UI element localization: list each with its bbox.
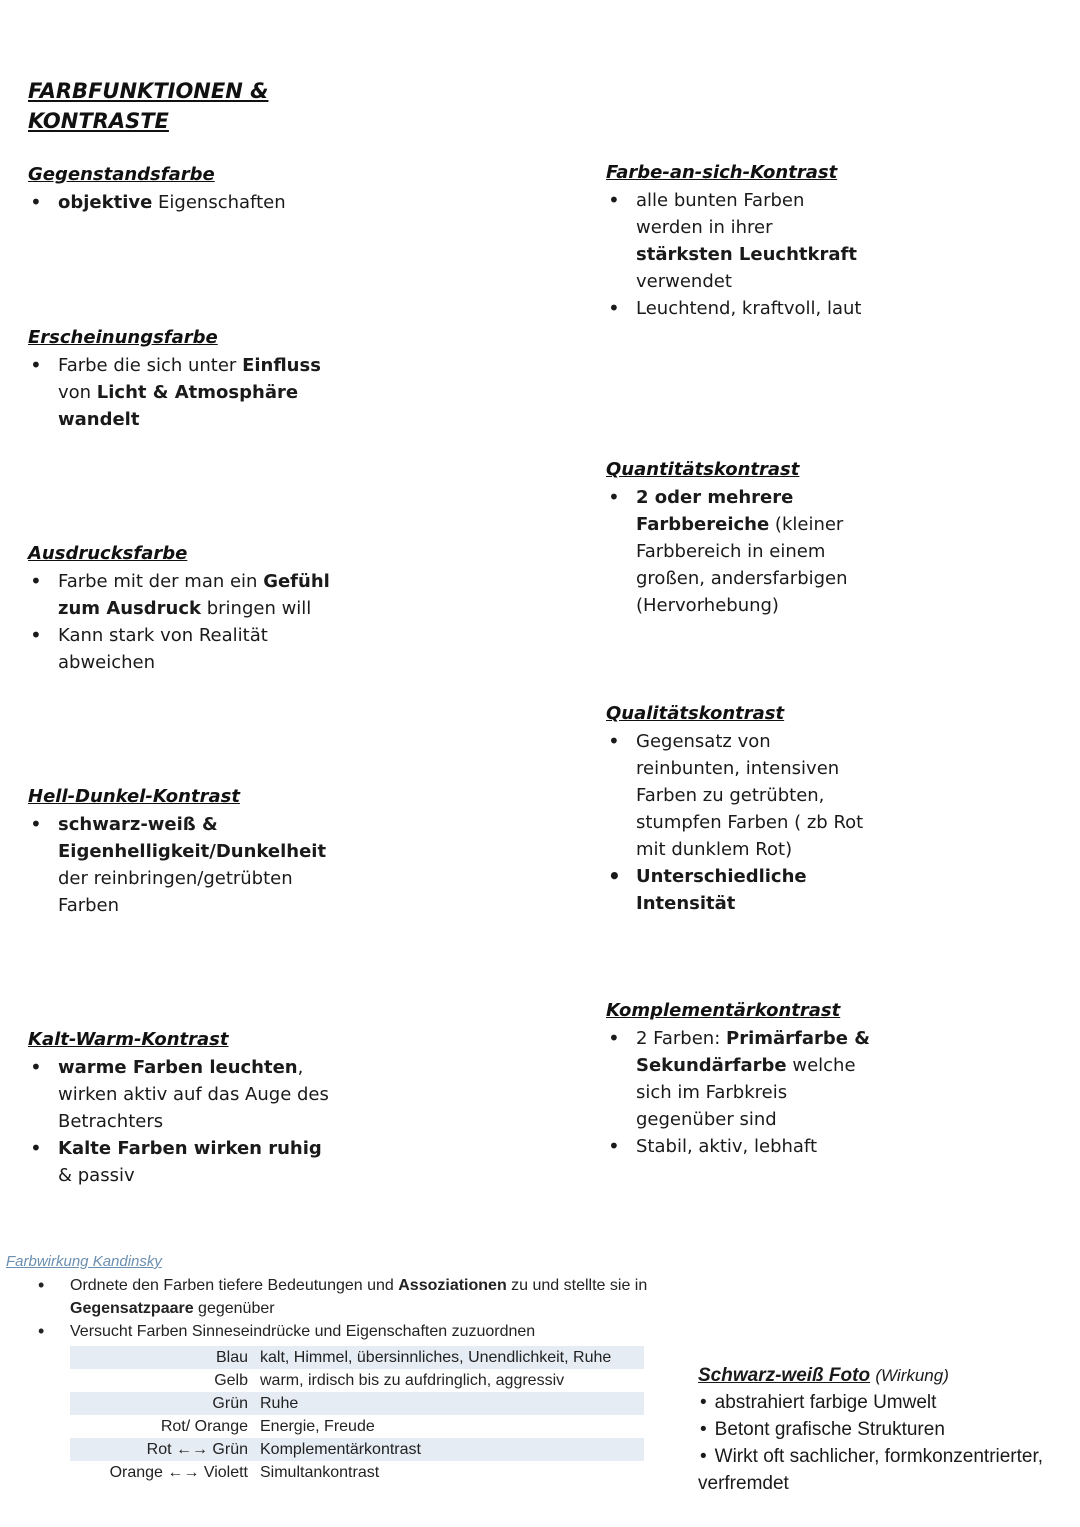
table-row: Rot/ Orange Energie, Freude: [160, 1418, 375, 1435]
page-title: FARBFUNKTIONEN & KONTRASTE: [28, 79, 269, 133]
table-row: Gelb warm, irdisch bis zu aufdringlich, aggressiv: [214, 1372, 565, 1389]
kandinsky-title: Farbwirkung Kandinsky: [6, 1253, 162, 1270]
section-komplementaerkontrast: [606, 998, 876, 1160]
section-schwarz-weiss-foto: [698, 1362, 1078, 1497]
list-item: • 2 Farben: Primärfarbe & Sekundärfarbe welche sich im Farbkreis gegenüber sind: [606, 1025, 876, 1133]
table-row: Rot ←→ Grün Komplementärkontrast: [70, 1438, 644, 1461]
section-heading: Ausdrucksfarbe: [28, 543, 188, 564]
section-heading: Komplementärkontrast: [606, 1000, 841, 1021]
list-item: • Wirkt oft sachlicher, formkonzentrierter, verfremdet: [698, 1446, 1044, 1494]
list-item: • Farbe mit der man ein Gefühl zum Ausdruck bringen will: [28, 568, 338, 622]
section-heading: Kalt-Warm-Kontrast: [28, 1029, 229, 1050]
table-row: Blau kalt, Himmel, übersinnliches, Unendlichkeit, Ruhe: [70, 1346, 644, 1369]
list-item: • Betont grafische Strukturen: [700, 1419, 945, 1440]
color-meaning-table: [70, 1346, 644, 1484]
list-item: • Ordnete den Farben tiefere Bedeutungen und Assoziationen zu und stellte sie in Gegensatzpaare gegenüber: [6, 1274, 696, 1320]
table-row: Grün Ruhe: [70, 1392, 644, 1415]
section-heading: Schwarz-weiß Foto (Wirkung): [698, 1365, 949, 1386]
section-kalt-warm-kontrast: [28, 1027, 338, 1189]
section-heading: Quantitätskontrast: [606, 459, 800, 480]
section-ausdrucksfarbe: [28, 541, 338, 676]
kandinsky-block: [6, 1252, 696, 1484]
section-heading: Hell-Dunkel-Kontrast: [28, 786, 240, 807]
section-heading: Qualitätskontrast: [606, 703, 785, 724]
section-heading: Farbe-an-sich-Kontrast: [606, 162, 838, 183]
list-item: • Gegensatz von reinbunten, intensiven Farben zu getrübten, stumpfen Farben ( zb Rot mit dunklem Rot): [606, 728, 876, 863]
section-heading: Erscheinungsfarbe: [28, 327, 218, 348]
list-item: • Farbe die sich unter Einfluss von Licht & Atmosphäre wandelt: [28, 352, 338, 433]
list-item: • 2 oder mehrere Farbbereiche (kleiner Farbbereich in einem großen, andersfarbigen (Hervorhebung): [606, 484, 876, 619]
section-quantitaetskontrast: [606, 457, 876, 619]
section-qualitaetskontrast: [606, 701, 876, 917]
section-erscheinungsfarbe: [28, 325, 338, 433]
list-item: • objektive Eigenschaften: [28, 189, 338, 216]
list-item: • Versucht Farben Sinneseindrücke und Eigenschaften zuzuordnen: [6, 1320, 696, 1343]
list-item: • warme Farben leuchten, wirken aktiv auf das Auge des Betrachters: [28, 1054, 338, 1135]
list-item: • Kalte Farben wirken ruhig & passiv: [28, 1135, 338, 1189]
section-gegenstandsfarbe: [28, 162, 338, 216]
table-row: Orange ←→ Violett Simultankontrast: [109, 1464, 380, 1481]
list-item: • Kann stark von Realität abweichen: [28, 622, 338, 676]
section-farbe-an-sich-kontrast: [606, 160, 866, 322]
list-item: • schwarz-weiß & Eigenhelligkeit/Dunkelheit der reinbringen/getrübten Farben: [28, 811, 338, 919]
list-item: • Unterschiedliche Intensität: [606, 863, 876, 917]
list-item: • Stabil, aktiv, lebhaft: [606, 1133, 876, 1160]
section-heading: Gegenstandsfarbe: [28, 164, 215, 185]
list-item: • abstrahiert farbige Umwelt: [700, 1392, 937, 1413]
list-item: • Leuchtend, kraftvoll, laut: [606, 295, 866, 322]
section-hell-dunkel-kontrast: [28, 784, 338, 919]
list-item: • alle bunten Farben werden in ihrer stärksten Leuchtkraft verwendet: [606, 187, 866, 295]
